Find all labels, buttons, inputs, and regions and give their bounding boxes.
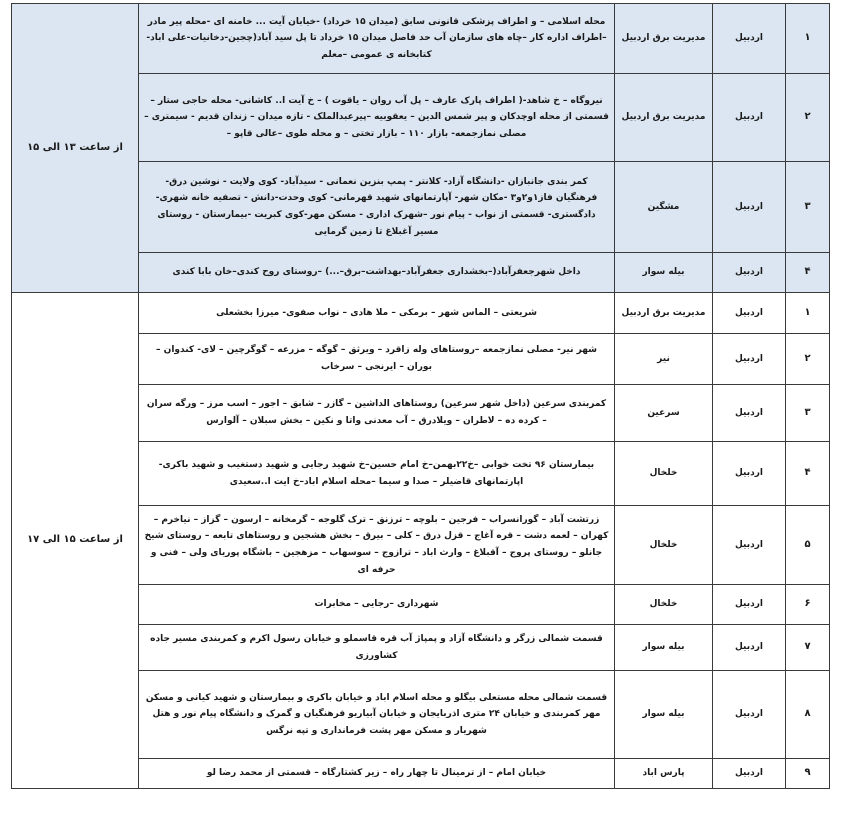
row-number: ۳ <box>786 385 830 442</box>
row-number: ۱ <box>786 4 830 74</box>
province-cell: اردبیل <box>713 759 786 789</box>
table-row <box>12 4 830 74</box>
office-cell: مدیریت برق اردبیل <box>615 293 713 334</box>
time-window-cell: از ساعت ۱۳ الی ۱۵ <box>12 4 139 293</box>
row-number: ۳ <box>786 162 830 253</box>
office-cell: سرعین <box>615 385 713 442</box>
office-cell: مشگین <box>615 162 713 253</box>
province-cell: اردبیل <box>713 253 786 293</box>
province-cell: اردبیل <box>713 162 786 253</box>
province-cell: اردبیل <box>713 442 786 506</box>
time-window-cell: از ساعت ۱۵ الی ۱۷ <box>12 293 139 789</box>
row-number: ۹ <box>786 759 830 789</box>
province-cell: اردبیل <box>713 506 786 585</box>
office-cell: خلخال <box>615 585 713 625</box>
areas-cell: قسمت شمالی محله مستعلی بیگلو و محله اسلام اباد و خیابان باکری و بیمارستان و شهید کیانی و مسکن مهر کمربندی و خیابان ۲۴ متری اذربایجان و خیابان آبیاریو فرهنگیان و گمرک و دانشگاه پیام نور و هتل شهریار و مسکن مهر پشت فرمانداری و تپه نرگس <box>139 671 615 759</box>
office-cell: بیله سوار <box>615 671 713 759</box>
areas-cell: خیابان امام – از ترمینال تا چهار راه – زیر کشتارگاه – قسمتی از محمد رضا لو <box>139 759 615 789</box>
province-cell: اردبیل <box>713 585 786 625</box>
office-cell: خلخال <box>615 442 713 506</box>
row-number: ۴ <box>786 442 830 506</box>
time-group-1 <box>12 4 830 293</box>
office-cell: بیله سوار <box>615 625 713 671</box>
province-cell: اردبیل <box>713 671 786 759</box>
row-number: ۶ <box>786 585 830 625</box>
province-cell: اردبیل <box>713 625 786 671</box>
row-number: ۱ <box>786 293 830 334</box>
province-cell: اردبیل <box>713 74 786 162</box>
row-number: ۲ <box>786 74 830 162</box>
areas-cell: شهر نیر- مصلی نمازجمعه –روستاهای وله زاقرد – ویرثق – گوگه – مزرعه – گوگرچین – لای- کندوان – بوران – ایرنجی – سرخاب <box>139 334 615 385</box>
areas-cell: شریعتی – الماس شهر – برمکی – ملا هادی – نواب صفوی- میرزا بخشعلی <box>139 293 615 334</box>
areas-cell: بیمارستان ۹۶ تخت خوابی –خ۲۲بهمن–خ امام حسین–خ شهید رجایی و شهید دستغیب و شهید باکری- اپارتمانهای قاضیلر – صدا و سیما –محله اسلام اباد–خ ایت ا..سعیدی <box>139 442 615 506</box>
areas-cell: کمر بندی جانبازان -دانشگاه آزاد- کلانتر - پمپ بنزین نعمانی - سیدآباد- کوی ولایت - نوشین درق- فرهنگیان فاز۱و۲و۳ -مکان شهر- آپارتمانهای شهید قهرمانی- کوی وحدت-دانش - تصفیه خانه شهری- دادگستری- قسمتی از نواب - پیام نور –شهرک اداری - مسکن مهر-کوی کبریت -بیمارستان - روستای مسیر آغبلاغ تا زمین گرمایی <box>139 162 615 253</box>
areas-cell: داخل شهرجعفرآباد(–بخشداری جعفرآباد–بهداشت–برق–...) –روستای روح کندی–خان بابا کندی <box>139 253 615 293</box>
row-number: ۷ <box>786 625 830 671</box>
row-number: ۸ <box>786 671 830 759</box>
areas-cell: محله اسلامی – و اطراف پزشکی قانونی سابق (میدان ۱۵ خرداد) -خیابان آیت ... خامنه ای -محله پیر مادر –اطراف اداره کار –چاه های سازمان آب حد فاصل میدان ۱۵ خرداد تا پل سید آباد(چجین-دخانیات-علی اباد-کتابخانه ی عمومی –معلم <box>139 4 615 74</box>
areas-cell: قسمت شمالی زرگر و دانشگاه آزاد و پمپاژ آب قره قاسملو و خیابان رسول اکرم و کمربندی مسیر جاده کشاورزی <box>139 625 615 671</box>
office-cell: پارس اباد <box>615 759 713 789</box>
table-row <box>12 293 830 334</box>
areas-cell: نیروگاه – خ شاهد-( اطراف پارک عارف – پل آب روان – یاقوت ) – خ آیت ا.. کاشانی- محله حاجی ستار – قسمتی از محله اوچدکان و پیر شمس الدین – یعقوبیه –پیرعبدالملک - تازه میدان – زندان قدیم - سیمتری – مصلی نمازجمعه- بازار ۱۱۰ – بازار تختی – و محله طوی –عالی قاپو – <box>139 74 615 162</box>
office-cell: خلخال <box>615 506 713 585</box>
outage-schedule-table <box>11 3 830 789</box>
province-cell: اردبیل <box>713 4 786 74</box>
province-cell: اردبیل <box>713 385 786 442</box>
areas-cell: شهرداری –رجایی – مخابرات <box>139 585 615 625</box>
office-cell: بیله سوار <box>615 253 713 293</box>
areas-cell: کمربندی سرعین (داخل شهر سرعین) روستاهای الداشین – گازر – شابق – اجور – اسب مرز – ورگه سران – کرده ده – لاطران – ویلادرق – آب معدنی واتا و نکین – بخش سبلان – آلوارس <box>139 385 615 442</box>
province-cell: اردبیل <box>713 293 786 334</box>
row-number: ۲ <box>786 334 830 385</box>
office-cell: مدیریت برق اردبیل <box>615 4 713 74</box>
province-cell: اردبیل <box>713 334 786 385</box>
time-group-2 <box>12 293 830 789</box>
office-cell: مدیریت برق اردبیل <box>615 74 713 162</box>
areas-cell: زرتشت آباد – گورانسراب – فرجین – بلوچه – ترزنق – ترک گلوجه – گرمخانه – ارسون – گزاز – نیاخرم – کهران – لعمه دشت – قره آغاج – قزل درق – کلی – بیرق – بخش هشجین و روستاهای تابعه – روستای شیخ جانلو – روستای پروج – آقبلاغ – وارث اباد – ترازوج – سوسهاب – مزهجین – باشگاه پوریای ولی – فنی و حرفه ای <box>139 506 615 585</box>
row-number: ۵ <box>786 506 830 585</box>
row-number: ۴ <box>786 253 830 293</box>
office-cell: نیر <box>615 334 713 385</box>
